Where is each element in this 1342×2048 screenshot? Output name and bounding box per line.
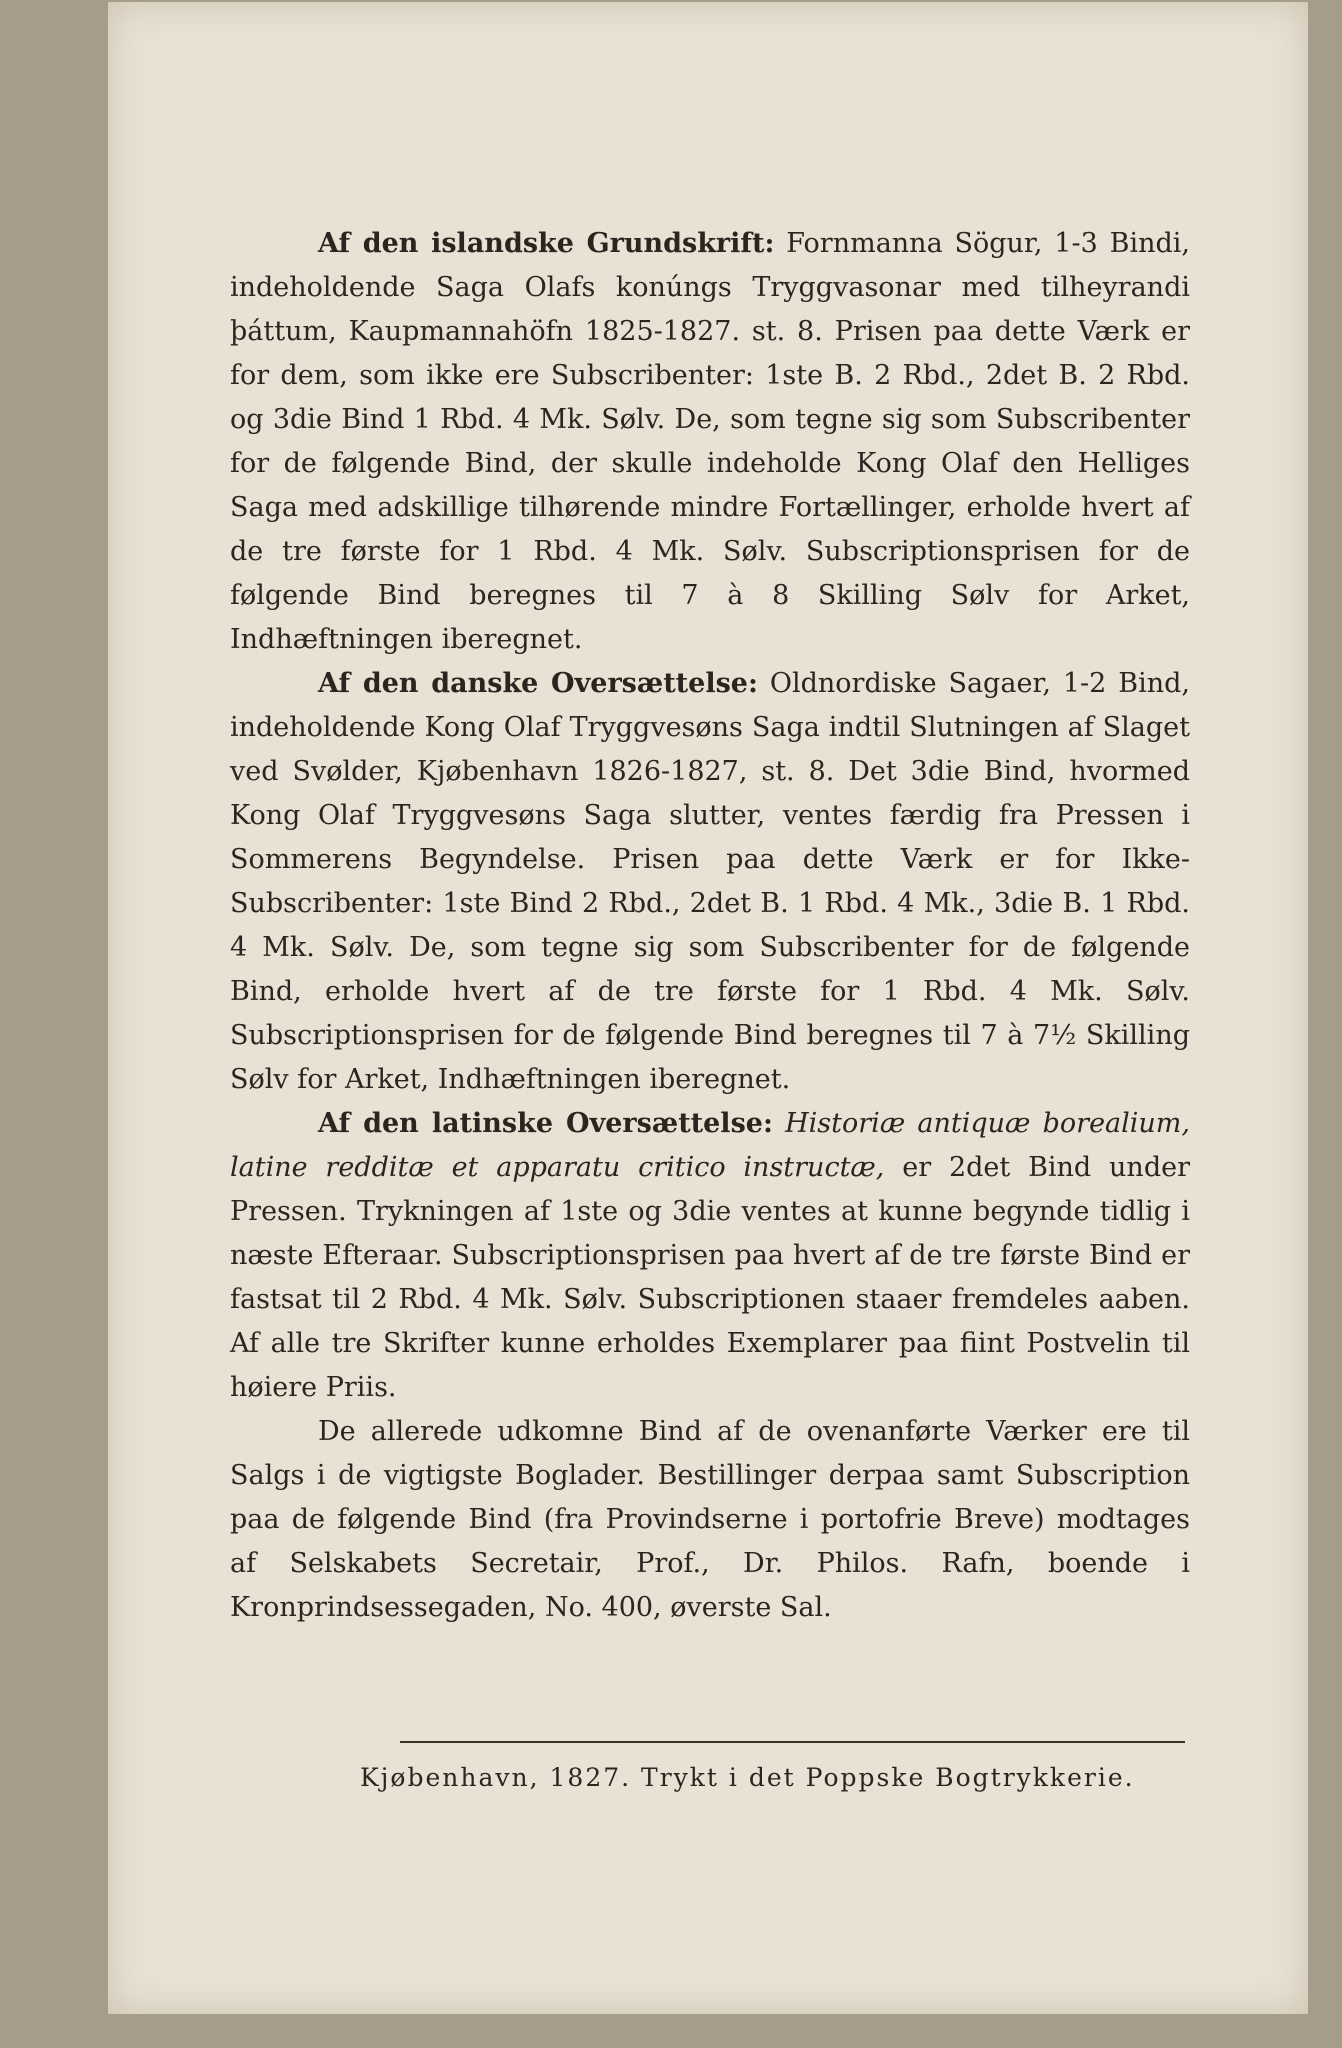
printer-imprint: Kjøbenhavn, 1827. Trykt i det Poppske Bogtrykkerie. bbox=[360, 1763, 1135, 1792]
paragraph-text: Oldnordiske Sagaer, 1-2 Bind, indeholdende Kong Olaf Tryggvesøns Saga indtil Slutningen af Slaget ved Svølder, Kjøbenhavn 1826-1827, st. 8. Det 3die Bind, hvormed Kong Olaf Tryggvesøns Saga slutter, ventes færdig fra Pressen i Sommerens Begyndelse. Prisen paa dette Værk er for Ikke-Subscribenter: 1ste Bind 2 Rbd., 2det B. 1 Rbd. 4 Mk., 3die B. 1 Rbd. 4 Mk. Sølv. De, som tegne sig som Subscribenter for de følgende Bind, erholde hvert af de tre første for 1 Rbd. 4 Mk. Sølv. Subscriptionsprisen for de følgende Bind beregnes til 7 à 7½ Skilling Sølv for Arket, Indhæftningen iberegnet. bbox=[230, 668, 1190, 1095]
paragraph-lead: Af den latinske Oversættelse: bbox=[318, 1108, 773, 1139]
paragraph-latin bbox=[230, 1102, 1190, 1410]
latin-title: Historiæ antiquæ borealium, latine redditæ et apparatu critico instructæ, bbox=[230, 1108, 1190, 1183]
document-body bbox=[230, 222, 1190, 1630]
paragraph-icelandic bbox=[230, 222, 1190, 662]
paragraph-lead: Af den islandske Grundskrift: bbox=[318, 228, 775, 259]
paragraph-text: De allerede udkomne Bind af de ovenanførte Værker ere til Salgs i de vigtigste Boglader. Bestillinger derpaa samt Subscription paa de følgende Bind (fra Provindserne i portofrie Breve) modtages af Selskabets Secretair, Prof., Dr. Philos. Rafn, boende i Kronprindsessegaden, No. 400, øverste Sal. bbox=[230, 1416, 1190, 1623]
paragraph-lead: Af den danske Oversættelse: bbox=[318, 668, 758, 699]
paragraph-danish bbox=[230, 662, 1190, 1102]
paragraph-text: Fornmanna Sögur, 1-3 Bindi, indeholdende Saga Olafs konúngs Tryggvasonar med tilheyrandi þáttum, Kaupmannahöfn 1825-1827. st. 8. Prisen paa dette Værk er for dem, som ikke ere Subscribenter: 1ste B. 2 Rbd., 2det B. 2 Rbd. og 3die Bind 1 Rbd. 4 Mk. Sølv. De, som tegne sig som Subscribenter for de følgende Bind, der skulle indeholde Kong Olaf den Helliges Saga med adskillige tilhørende mindre Fortællinger, erholde hvert af de tre første for 1 Rbd. 4 Mk. Sølv. Subscriptionsprisen for de følgende Bind beregnes til 7 à 8 Skilling Sølv for Arket, Indhæftningen iberegnet. bbox=[230, 228, 1190, 655]
paragraph-text: er 2det Bind under Pressen. Trykningen af 1ste og 3die ventes at kunne begynde tidlig i næste Efteraar. Subscriptionsprisen paa hvert af de tre første Bind er fastsat til 2 Rbd. 4 Mk. Sølv. Subscriptionen staaer fremdeles aaben. Af alle tre Skrifter kunne erholdes Exemplarer paa fiint Postvelin til høiere Priis. bbox=[230, 1152, 1190, 1403]
paragraph-sales bbox=[230, 1410, 1190, 1630]
divider-rule bbox=[400, 1741, 1185, 1743]
